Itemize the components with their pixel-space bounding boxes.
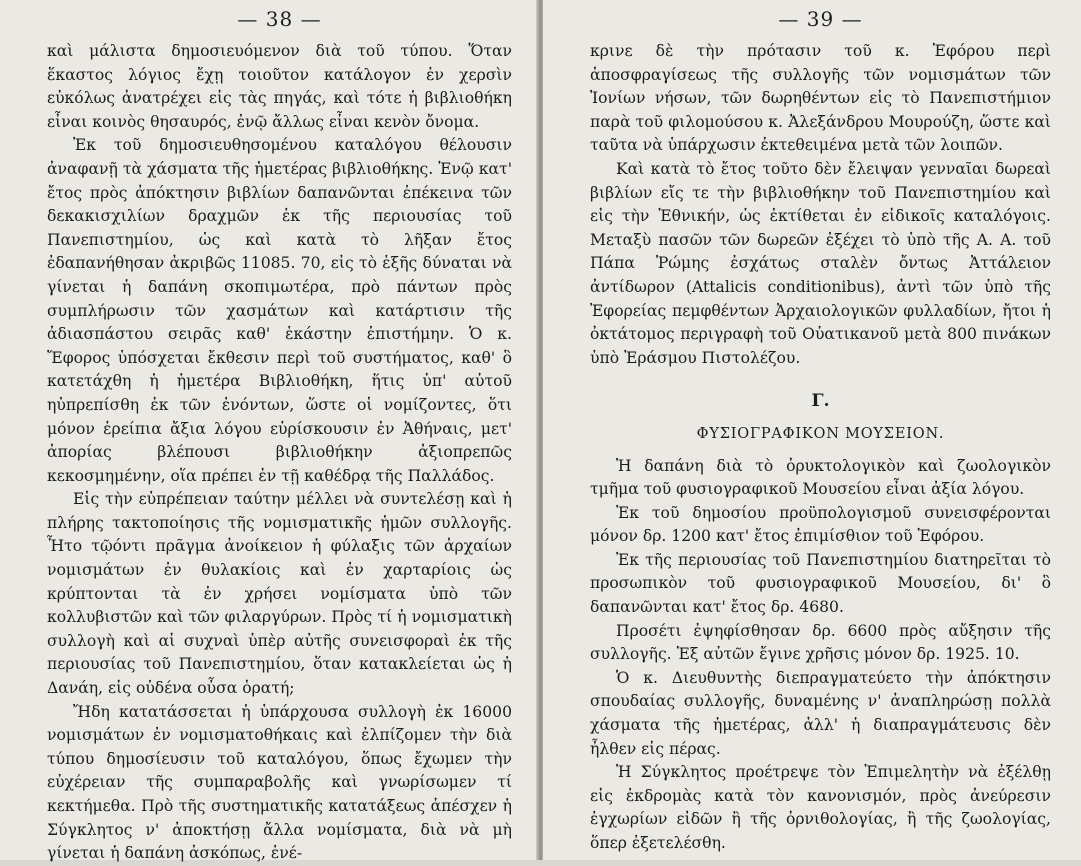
paragraph: Ἐκ τοῦ δημοσιευθησομένου καταλόγου θέλουσιν ἀναφανῇ τὰ χάσματα τῆς ἡμετέρας βιβλιοθήκης. Ἐνῷ κατ' ἔτος πρὸς ἀπόκτησιν βιβλίων δαπανῶνται ἐπέκεινα τῶν δεκακισχιλίων δραχμῶν ἐκ τῆς περιουσίας τοῦ Πανεπιστημίου, ὡς καὶ κατὰ τὸ λῆξαν ἔτος ἐδαπανήθησαν ἀκριβῶς 11085. 70, εἰς τὸ ἑξῆς δύναται νὰ γίνεται ἡ δαπάνη σκοπιμωτέρα, πρὸ πάντων πρὸς συμπλήρωσιν τῶν χασμάτων καὶ κατάρτισιν τῆς ἀδιασπάστου σειρᾶς καθ' ἑκάστην ἐπιστήμην. Ὁ κ. Ἔφορος ὑπόσχεται ἔκθεσιν περὶ τοῦ συστήματος, καθ' ὃ κατετάχθη ἡ ἡμετέρα Βιβλιοθήκη, ἥτις ὑπ' αὐτοῦ ηὐπρεπίσθη ἐκ τῶν ἐνόντων, ὥστε οἱ νομίζοντες, ὅτι μόνον ἐρείπια ἄξια λόγου εὑρίσκουσιν ἐν Ἀθήναις, μετ' ἀπορίας βλέπουσι βιβλιοθήκην ἀξιοπρεπῶς κεκοσμημένην, οἵα πρέπει ἐν τῇ καθέδρᾳ τῆς Παλλάδος. xyxy=(47,136,512,485)
right-page xyxy=(543,0,1081,860)
paragraph: Ἡ δαπάνη διὰ τὸ ὀρυκτολογικὸν καὶ ζωολογικὸν τμῆμα τοῦ φυσιογραφικοῦ Μουσείου εἶναι ἀξία λόγου. xyxy=(590,456,1051,499)
paragraph: κρινε δὲ τὴν πρότασιν τοῦ κ. Ἐφόρου περὶ ἀποσφραγίσεως τῆς συλλογῆς τῶν νομισμάτων τῶν Ἰονίων νήσων, τῶν δωρηθέντων εἰς τὸ Πανεπιστήμιον παρὰ τοῦ φιλομούσου κ. Ἀλεξάνδρου Μουρούζη, ὥστε καὶ ταῦτα νὰ ὑπάρχωσιν ἐκτεθειμένα μετὰ τῶν λοιπῶν. xyxy=(590,42,1051,155)
paragraph: Εἰς τὴν εὐπρέπειαν ταύτην μέλλει νὰ συντελέσῃ καὶ ἡ πλήρης τακτοποίησις τῆς νομισματικῆς ἡμῶν συλλογῆς. Ἦτο τῷόντι πρᾶγμα ἀνοίκειον ἡ φύλαξις τῶν ἀρχαίων νομισμάτων ἐν θυλακίοις καὶ ἐν χαρταρίοις ὡς κρύπτονται τὰ ἐν χρήσει νομίσματα ὑπὸ τῶν κολλυβιστῶν καὶ τῶν φιλαργύρων. Πρὸς τί ἡ νομισματικὴ συλλογὴ καὶ αἱ συχναὶ ὑπὲρ αὐτῆς συνεισφοραὶ ἐκ τῆς περιουσίας τοῦ Πανεπιστημίου, ὅταν κατακλείεται ὡς ἡ Δανάη, εἰς οὐδένα οὖσα ὁρατή; xyxy=(47,490,512,698)
right-page-body xyxy=(590,40,1051,856)
page-number-39: — 39 — xyxy=(778,7,863,31)
paragraph: Προσέτι ἐψηφίσθησαν δρ. 6600 πρὸς αὔξησιν τῆς συλλογῆς. Ἐξ αὐτῶν ἔγινε χρῆσις μόνον δρ. 1925. 10. xyxy=(590,621,1051,664)
paragraph: Καὶ κατὰ τὸ ἔτος τοῦτο δὲν ἔλειψαν γενναῖαι δωρεαὶ βιβλίων εἴς τε τὴν βιβλιοθήκην τοῦ Πανεπιστημίου καὶ εἰς τὴν Ἐθνικήν, ὡς ἐκτίθεται ἐν εἰδικοῖς καταλόγοις. Μεταξὺ πασῶν τῶν δωρεῶν ἐξέχει τὸ ὑπὸ τῆς Α. Α. τοῦ Πάπα Ῥώμης ἐσχάτως σταλὲν ὄντως Ἀττάλειον ἀντίδωρον (Attalicis conditionibus), ἀντὶ τῶν ὑπὸ τῆς Ἐφορείας πεμφθέντων Ἀρχαιολογικῶν φυλλαδίων, ἤτοι ἡ ὀκτάτομος περιγραφὴ τοῦ Οὐατικανοῦ μετὰ 800 πινάκων ὑπὸ Ἐράσμου Πιστολέζου. xyxy=(590,159,1051,367)
paragraph: Ἤδη κατατάσσεται ἡ ὑπάρχουσα συλλογὴ ἐκ 16000 νομισμάτων ἐν νομισματοθήκαις καὶ ἐλπίζομεν τὴν διὰ τύπου δημοσίευσιν τοῦ καταλόγου, ὅπως ἔχωμεν τὴν εὐχέρειαν τῆς συμπαραβολῆς καὶ γνωρίσωμεν τί κεκτήμεθα. Πρὸ τῆς συστηματικῆς κατατάξεως ἀπέσχεν ἡ Σύγκλητος ν' ἀποκτήσῃ ἄλλα νομίσματα, διὰ νὰ μὴ γίνεται ἡ δαπάνη ἀσκόπως, ἐνέ- xyxy=(47,702,512,863)
left-page xyxy=(0,0,540,863)
paragraph: Ἡ Σύγκλητος προέτρεψε τὸν Ἐπιμελητὴν νὰ ἐξέλθῃ εἰς ἐκδρομὰς κατὰ τὸν κανονισμόν, πρὸς ἀνεύρεσιν ἐγχωρίων εἰδῶν ἢ τῆς ὀρνιθολογίας, ἢ τῆς ζωολογίας, ὅπερ ἐξετελέσθη. xyxy=(590,763,1051,852)
paragraph: Ἐκ τῆς περιουσίας τοῦ Πανεπιστημίου διατηρεῖται τὸ προσωπικὸν τοῦ φυσιογραφικοῦ Μουσείου, δι' ὃ δαπανῶνται κατ' ἔτος δρ. 4680. xyxy=(590,550,1051,617)
paragraph: Ἐκ τοῦ δημοσίου προϋπολογισμοῦ συνεισφέρονται μόνον δρ. 1200 κατ' ἔτος ἐπιμίσθιον τοῦ Ἐφόρου. xyxy=(590,503,1051,546)
page-number-38: — 38 — xyxy=(237,7,322,31)
section-title: ΦΥΣΙΟΓΡΑΦΙΚΟΝ ΜΟΥΣΕΙΟΝ. xyxy=(696,425,945,442)
section-letter: Γ. xyxy=(811,391,830,412)
paragraph: καὶ μάλιστα δημοσιευόμενον διὰ τοῦ τύπου. Ὅταν ἕκαστος λόγιος ἔχῃ τοιοῦτον κατάλογον ἐν χερσὶν εὐκόλως ἀνατρέχει εἰς τὰς πηγάς, καὶ τότε ἡ βιβλιοθήκη εἶναι κοινὸς θησαυρός, ἐνῷ ἄλλως εἶναι κενὸν ὄνομα. xyxy=(47,42,512,131)
left-page-body xyxy=(47,40,512,866)
paragraph: Ὁ κ. Διευθυντὴς διεπραγματεύετο τὴν ἀπόκτησιν σπουδαίας συλλογῆς, δυναμένης ν' ἀναπληρώσῃ πολλὰ χάσματα τῆς ἡμετέρας, ἀλλ' ἡ διαπραγμάτευσις δὲν ἦλθεν εἰς πέρας. xyxy=(590,668,1051,758)
